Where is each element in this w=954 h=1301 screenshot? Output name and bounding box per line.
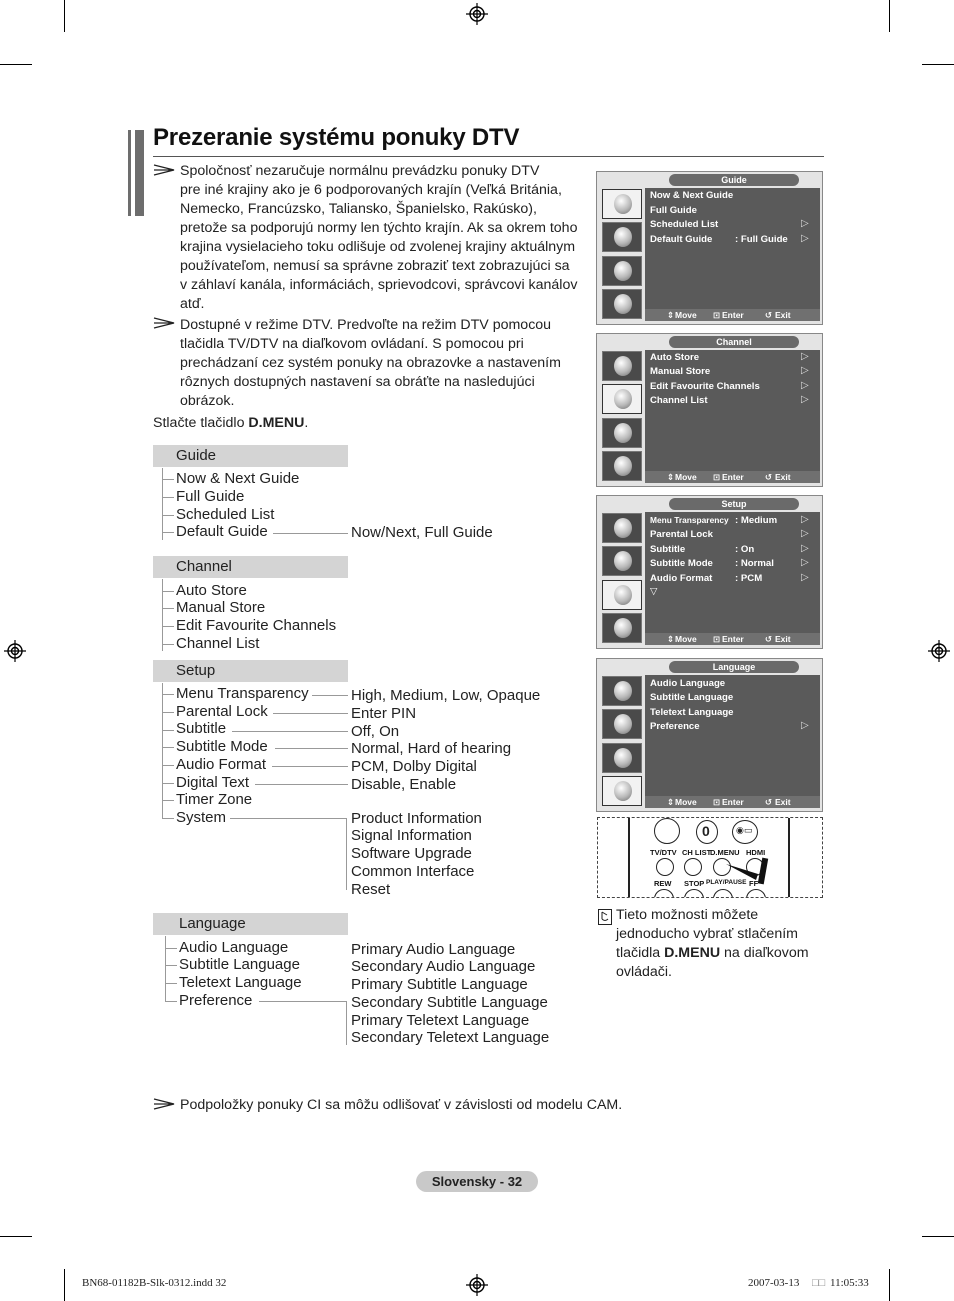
enter-label: Enter xyxy=(722,310,744,320)
note-2 xyxy=(180,316,561,411)
tv-row: Subtitle xyxy=(650,544,686,555)
tv-header: Language xyxy=(669,661,799,673)
submenu-arrow-icon: ▷ xyxy=(801,218,809,229)
submenu-arrow-icon: ▷ xyxy=(801,543,809,554)
note-line: používateľom, nemusí sa správne zobraziť text zobrazujúci sa xyxy=(180,258,570,274)
tree-connector xyxy=(165,936,166,1002)
tree-value: Primary Audio Language xyxy=(351,941,516,958)
tv-menu-panel xyxy=(645,512,820,645)
note-arrow-icon xyxy=(153,1098,175,1110)
tree-connector xyxy=(162,800,174,801)
tree-item: Digital Text xyxy=(176,774,250,791)
tv-footer xyxy=(645,471,820,483)
tree-value: Common Interface xyxy=(351,863,475,880)
exit-icon: ↺ xyxy=(765,472,773,482)
tv-row-value: : Normal xyxy=(735,558,774,569)
tv-row: Audio Format xyxy=(650,573,713,584)
rew-button xyxy=(654,889,674,898)
remote-label: FF xyxy=(749,879,759,888)
remote-label: D.MENU xyxy=(710,848,740,857)
enter-icon: ⊡ xyxy=(713,310,721,320)
remote-label: STOP xyxy=(684,879,705,888)
tree-value: High, Medium, Low, Opaque xyxy=(351,687,541,704)
submenu-arrow-icon: ▷ xyxy=(801,365,809,376)
tree-item: Preference xyxy=(179,992,253,1009)
move-label: Move xyxy=(675,310,697,320)
tree-item: Scheduled List xyxy=(176,506,275,523)
move-label: Move xyxy=(675,472,697,482)
tv-row: Channel List xyxy=(650,395,708,406)
tv-row: Manual Store xyxy=(650,366,711,377)
remote-button xyxy=(654,818,680,844)
setup-menu-icon xyxy=(602,418,642,448)
tree-connector xyxy=(162,694,174,695)
tv-header: Setup xyxy=(669,498,799,510)
press-prefix: Stlačte tlačidlo xyxy=(153,415,249,431)
tree-item: Manual Store xyxy=(176,599,266,616)
tree-item: Auto Store xyxy=(176,582,247,599)
tree-item: Subtitle Language xyxy=(179,956,300,973)
tv-row-value: : Full Guide xyxy=(735,234,788,245)
submenu-arrow-icon: ▷ xyxy=(801,351,809,362)
stop-button xyxy=(684,889,704,898)
tree-connector xyxy=(273,533,348,534)
note-line: v záhlaví kanála, informáciách, sprievodcovi, správcovi kanálov xyxy=(180,277,578,293)
remote-button-0: 0 xyxy=(696,820,718,844)
tv-row: Now & Next Guide xyxy=(650,190,734,201)
tv-row: Parental Lock xyxy=(650,529,713,540)
tv-row: Subtitle Mode xyxy=(650,558,713,569)
setup-menu-icon xyxy=(602,743,642,773)
tree-connector xyxy=(162,730,174,731)
tv-footer xyxy=(645,633,820,645)
tree-connector xyxy=(232,731,348,732)
note-line: tlačidla TV/DTV na diaľkovom ovládaní. S pomocou pri xyxy=(180,336,524,352)
tree-connector xyxy=(259,1001,346,1002)
remote-body-edge xyxy=(628,818,630,898)
print-garbled-chars: □□ xyxy=(812,1277,826,1289)
title-rule xyxy=(153,156,824,157)
tree-connector xyxy=(162,479,174,480)
tv-row: Scheduled List xyxy=(650,219,719,230)
move-label: Move xyxy=(675,634,697,644)
tv-menu-panel xyxy=(645,188,820,321)
tree-connector xyxy=(272,766,348,767)
registration-mark-icon xyxy=(466,1274,488,1296)
tv-sidebar xyxy=(600,675,644,808)
tree-connector xyxy=(275,748,348,749)
tv-row-value: : On xyxy=(735,544,755,555)
tv-row: Auto Store xyxy=(650,352,700,363)
crop-mark xyxy=(889,0,890,32)
tree-connector xyxy=(162,515,174,516)
language-menu-icon xyxy=(602,613,642,643)
tv-row: Full Guide xyxy=(650,205,697,216)
setup-menu-icon xyxy=(602,256,642,286)
tree-connector xyxy=(162,683,163,819)
note-arrow-icon xyxy=(153,317,175,329)
submenu-arrow-icon: ▷ xyxy=(801,380,809,391)
crop-mark xyxy=(0,1236,32,1237)
note-1 xyxy=(180,162,577,314)
note-line: Spoločnosť nezaručuje normálnu prevádzku ponuky DTV xyxy=(180,163,540,179)
tree-value: Secondary Subtitle Language xyxy=(351,994,548,1011)
tree-connector xyxy=(162,765,174,766)
registration-mark-icon xyxy=(928,640,950,662)
tree-item: Menu Transparency xyxy=(176,685,309,702)
tv-sidebar xyxy=(600,350,644,483)
move-icon: ⇕ xyxy=(667,310,675,320)
tv-screen-channel xyxy=(596,333,823,487)
move-icon: ⇕ xyxy=(667,797,675,807)
note-line: pretože sa podporujú normy len týchto krajín. Ak sa okrem toho xyxy=(180,220,578,236)
tree-connector xyxy=(162,783,174,784)
tv-dtv-button xyxy=(656,858,674,876)
tree-value: Reset xyxy=(351,881,391,898)
submenu-arrow-icon: ▷ xyxy=(801,233,809,244)
tv-screen-guide xyxy=(596,171,823,325)
tree-connector xyxy=(162,591,174,592)
tree-connector xyxy=(165,983,177,984)
note-icon xyxy=(598,909,612,925)
crop-mark xyxy=(64,1269,65,1301)
tree-item: Audio Format xyxy=(176,756,267,773)
language-menu-icon xyxy=(602,451,642,481)
tree-value: Software Upgrade xyxy=(351,845,472,862)
tv-row: Teletext Language xyxy=(650,707,734,718)
channel-menu-icon xyxy=(602,709,642,739)
tip-line: jednoducho vybrať stlačením xyxy=(616,926,798,942)
tv-row: Subtitle Language xyxy=(650,692,734,703)
tv-screen-language xyxy=(596,658,823,812)
guide-menu-icon xyxy=(602,676,642,706)
tv-menu-panel xyxy=(645,350,820,483)
remote-control-illustration xyxy=(597,817,823,898)
tree-value: Product Information xyxy=(351,810,482,827)
move-icon: ⇕ xyxy=(667,472,675,482)
print-time: 11:05:33 xyxy=(830,1277,869,1289)
exit-label: Exit xyxy=(775,797,791,807)
tree-value: Secondary Teletext Language xyxy=(351,1029,550,1046)
registration-mark-icon xyxy=(4,640,26,662)
tree-value: Off, On xyxy=(351,723,400,740)
enter-icon: ⊡ xyxy=(713,472,721,482)
exit-label: Exit xyxy=(775,472,791,482)
exit-icon: ↺ xyxy=(765,310,773,320)
remote-label: REW xyxy=(654,879,672,888)
tip-prefix: tlačidla xyxy=(616,945,665,961)
tree-connector xyxy=(273,713,348,714)
note-line: krajina vysielacieho toku odlišuje od zvolenej krajiny aktuálnym xyxy=(180,239,576,255)
tree-connector xyxy=(230,818,346,819)
remote-label: TV/DTV xyxy=(650,848,677,857)
tree-item: Full Guide xyxy=(176,488,245,505)
crop-mark xyxy=(0,64,32,65)
remote-body-edge xyxy=(788,818,790,898)
tree-item: Audio Language xyxy=(179,939,289,956)
tip-key: D.MENU xyxy=(664,945,721,961)
tree-connector xyxy=(162,497,174,498)
language-menu-icon xyxy=(602,289,642,319)
tree-item: Teletext Language xyxy=(179,974,302,991)
setup-menu-icon xyxy=(602,580,642,610)
submenu-arrow-icon: ▷ xyxy=(801,394,809,405)
tree-connector xyxy=(162,712,174,713)
tv-row: Default Guide xyxy=(650,234,713,245)
channel-menu-icon xyxy=(602,546,642,576)
tree-connector xyxy=(162,532,174,533)
tip-line: ovládači. xyxy=(616,964,672,980)
note-line: Dostupné v režime DTV. Predvoľte na režim DTV pomocou xyxy=(180,317,552,333)
remote-label: PLAY/PAUSE xyxy=(706,879,747,886)
tv-header: Guide xyxy=(669,174,799,186)
tv-row: Preference xyxy=(650,721,700,732)
print-date: 2007-03-13 xyxy=(748,1277,800,1289)
tv-row: Edit Favourite Channels xyxy=(650,381,760,392)
tv-menu-panel xyxy=(645,675,820,808)
remote-label: HDMI xyxy=(746,848,766,857)
tree-item: System xyxy=(176,809,227,826)
print-file-info: BN68-01182B-Slk-0312.indd 32 xyxy=(82,1277,227,1289)
tv-footer xyxy=(645,309,820,321)
enter-label: Enter xyxy=(722,797,744,807)
play-pause-button xyxy=(713,889,733,898)
tree-head-setup: Setup xyxy=(153,660,348,682)
tree-head-guide: Guide xyxy=(153,445,348,467)
ff-button xyxy=(746,889,766,898)
tv-sidebar xyxy=(600,512,644,645)
tree-item: Channel List xyxy=(176,635,260,652)
submenu-arrow-icon: ▷ xyxy=(801,572,809,583)
tree-connector xyxy=(346,1001,347,1045)
submenu-arrow-icon: ▷ xyxy=(801,528,809,539)
submenu-arrow-icon: ▷ xyxy=(801,720,809,731)
submenu-arrow-icon: ▷ xyxy=(801,514,809,525)
crop-mark xyxy=(889,1269,890,1301)
exit-label: Exit xyxy=(775,310,791,320)
press-suffix: . xyxy=(304,415,309,431)
tip-line: Tieto možnosti môžete xyxy=(616,907,759,923)
note-line: rôznych dostupných nastavení sa obráťte na nasledujúci xyxy=(180,374,535,390)
tv-header: Channel xyxy=(669,336,799,348)
guide-menu-icon xyxy=(602,513,642,543)
tree-connector xyxy=(165,1001,177,1002)
note-line: prechádzaní cez systém ponuky na obrazovke a nastavením xyxy=(180,355,561,371)
tree-connector xyxy=(162,579,163,651)
tree-connector xyxy=(162,644,174,645)
guide-menu-icon xyxy=(602,189,642,219)
tree-item: Now & Next Guide xyxy=(176,470,300,487)
registration-mark-icon xyxy=(466,3,488,25)
tip-line xyxy=(616,944,809,963)
tip-suffix: na diaľkovom xyxy=(720,945,809,961)
crop-mark xyxy=(64,0,65,32)
press-key: D.MENU xyxy=(248,415,305,431)
tree-value: Disable, Enable xyxy=(351,776,457,793)
tree-connector xyxy=(255,784,348,785)
remote-button-prech: ◉▭ xyxy=(732,820,758,844)
tv-sidebar xyxy=(600,188,644,321)
note-line: obrázok. xyxy=(180,393,235,409)
tree-item: Timer Zone xyxy=(176,791,253,808)
exit-label: Exit xyxy=(775,634,791,644)
channel-menu-icon xyxy=(602,384,642,414)
tree-connector xyxy=(162,818,174,819)
tv-row: Menu Transparency xyxy=(650,515,729,525)
tree-value: Primary Subtitle Language xyxy=(351,976,528,993)
tree-head-channel: Channel xyxy=(153,556,348,578)
tree-connector xyxy=(162,626,174,627)
tree-item: Default Guide xyxy=(176,523,268,540)
channel-menu-icon xyxy=(602,222,642,252)
tv-row: Audio Language xyxy=(650,678,726,689)
tree-connector xyxy=(165,948,177,949)
tree-item: Edit Favourite Channels xyxy=(176,617,337,634)
tree-value: Secondary Audio Language xyxy=(351,958,536,975)
tree-value: Signal Information xyxy=(351,827,472,844)
move-label: Move xyxy=(675,797,697,807)
tv-footer xyxy=(645,796,820,808)
page-title: Prezeranie systému ponuky DTV xyxy=(153,124,520,151)
tree-item: Subtitle Mode xyxy=(176,738,268,755)
page-number-badge: Slovensky - 32 xyxy=(416,1171,538,1192)
enter-icon: ⊡ xyxy=(713,634,721,644)
tree-connector xyxy=(165,965,177,966)
tree-value: Now/Next, Full Guide xyxy=(351,524,493,541)
tree-connector xyxy=(162,747,174,748)
tree-connector xyxy=(312,695,348,696)
note-arrow-icon xyxy=(153,164,175,176)
tree-head-language: Language xyxy=(153,913,348,935)
submenu-arrow-icon: ▷ xyxy=(801,557,809,568)
tree-item: Subtitle xyxy=(176,720,227,737)
tv-screen-setup xyxy=(596,495,823,649)
tree-value: Primary Teletext Language xyxy=(351,1012,530,1029)
bottom-note: Podpoložky ponuky CI sa môžu odlišovať v závislosti od modelu CAM. xyxy=(180,1097,623,1113)
exit-icon: ↺ xyxy=(765,634,773,644)
tv-row-value: : Medium xyxy=(735,515,778,526)
tree-value: Normal, Hard of hearing xyxy=(351,740,512,757)
tree-value: PCM, Dolby Digital xyxy=(351,758,477,775)
tree-connector xyxy=(346,818,347,890)
enter-label: Enter xyxy=(722,472,744,482)
note-line: Nemecko, Francúzsko, Taliansko, Španielsko, Rakúsko), xyxy=(180,201,537,217)
press-instruction xyxy=(153,414,308,433)
language-menu-icon xyxy=(602,776,642,806)
more-down-arrow-icon: ▽ xyxy=(650,586,658,597)
enter-label: Enter xyxy=(722,634,744,644)
tree-value: Enter PIN xyxy=(351,705,417,722)
ch-list-button xyxy=(684,858,702,876)
move-icon: ⇕ xyxy=(667,634,675,644)
note-line: pre iné krajiny ako je 6 podporovaných krajín (Veľká Británia, xyxy=(180,182,562,198)
remote-label: CH LIST xyxy=(682,848,712,857)
crop-mark xyxy=(922,64,954,65)
title-accent-stripe xyxy=(131,130,135,216)
tree-connector xyxy=(162,608,174,609)
guide-menu-icon xyxy=(602,351,642,381)
enter-icon: ⊡ xyxy=(713,797,721,807)
note-line: atď. xyxy=(180,296,205,312)
crop-mark xyxy=(922,1236,954,1237)
exit-icon: ↺ xyxy=(765,797,773,807)
tv-row-value: : PCM xyxy=(735,573,763,584)
tree-item: Parental Lock xyxy=(176,703,268,720)
